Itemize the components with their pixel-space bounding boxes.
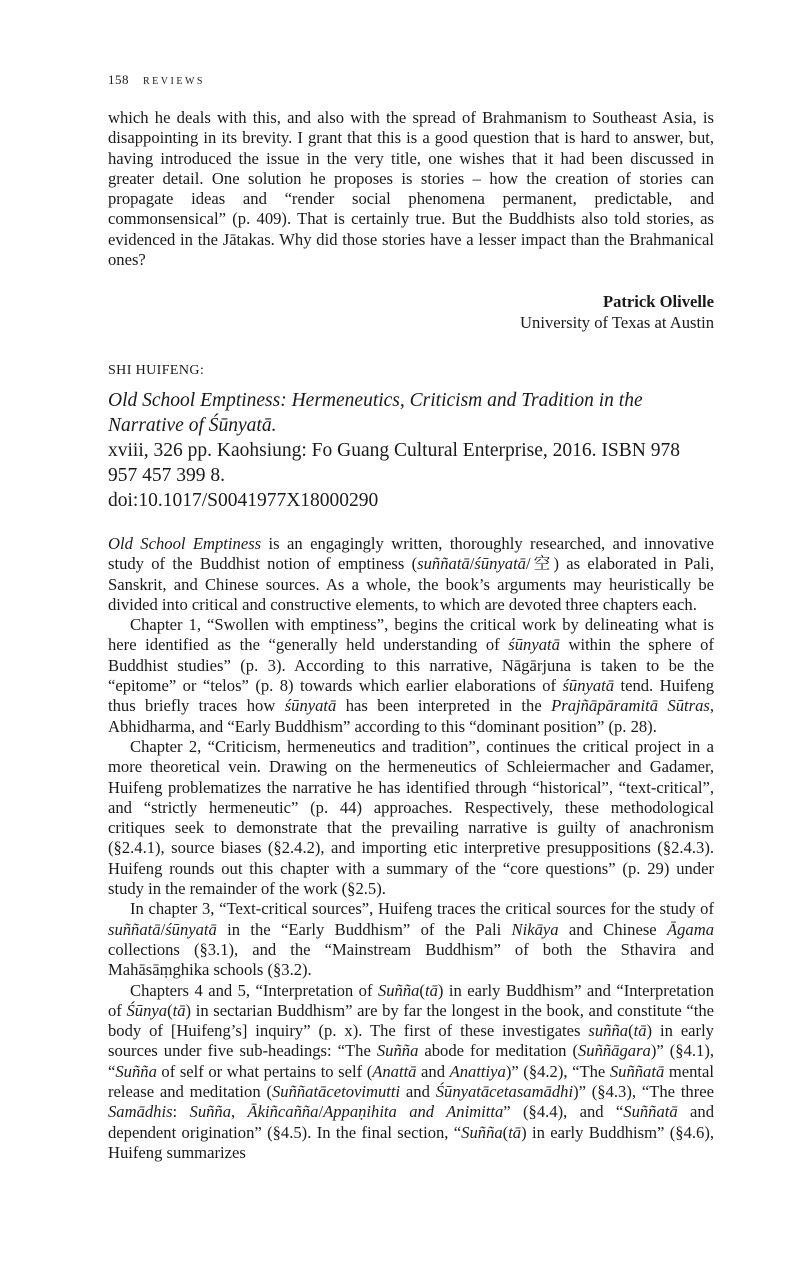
body-paragraph-4: In chapter 3, “Text-critical sources”, Huifeng traces the critical sources for the study of suññatā/śūnyatā in the “Early Buddhism” of the Pali Nikāya and Chinese Āgama collections (§3.1), and the “Mainstream Buddhism” of both the Sthavira and Mahāsāṃghika schools (§3.2). — [108, 899, 715, 980]
section-label: REVIEWS — [143, 76, 205, 87]
book-title — [108, 388, 714, 438]
reviewer-name: Patrick Olivelle — [602, 292, 714, 311]
review-heading — [108, 363, 714, 513]
reviewer-affiliation: University of Texas at Austin — [520, 313, 714, 332]
book-author: SHI HUIFENG: — [108, 363, 205, 378]
previous-review-closing-paragraph: which he deals with this, and also with the spread of Brahmanism to Southeast Asia, is disappointing in its brevity. I grant that this is a good question that is hard to answer, but, having introduced the issue in the very title, one wishes that it had been discussed in greater detail. One solution he proposes is stories – how the creation of stories can propagate ideas and “render social phenomena permanent, predictable, and commonsensical” (p. 409). That is certainly true. But the Buddhists also told stories, as evidenced in the Jātakas. Why did those stories have a lesser impact than the Brahmanical ones? — [108, 108, 714, 270]
book-title-line-2: Narrative of Śūnyatā. — [108, 415, 277, 436]
body-paragraph-2: Chapter 1, “Swollen with emptiness”, begins the critical work by delineating what is here identified as the “generally held understanding of śūnyatā within the sphere of Buddhist studies” (p. 3). According to this narrative, Nāgārjuna is taken to be the “epitome” or “telos” (p. 8) towards which earlier elaborations of śūnyatā tend. Huifeng thus briefly traces how śūnyatā has been interpreted in the Prajñāpāramitā Sūtras, Abhidharma, and “Early Buddhism” according to this “dominant position” (p. 28). — [108, 615, 714, 736]
running-head — [108, 72, 205, 88]
book-title-line-1: Old School Emptiness: Hermeneutics, Criticism and Tradition in the — [108, 390, 643, 411]
review-body — [108, 534, 714, 1163]
reviewer-signature — [108, 291, 714, 333]
doi: doi:10.1017/S0041977X18000290 — [108, 490, 379, 511]
body-paragraph-1: Old School Emptiness is an engagingly written, thoroughly researched, and innovative study of the Buddhist notion of emptiness (suññatā/śūnyatā/空) as elaborated in Pali, Sanskrit, and Chinese sources. As a whole, the book’s arguments may heuristically be divided into critical and constructive elements, to which are devoted three chapters each. — [108, 534, 714, 614]
page-number: 158 — [108, 72, 129, 87]
publication-details: xviii, 326 pp. Kaohsiung: Fo Guang Cultural Enterprise, 2016. ISBN 978 957 457 399 8. — [108, 440, 680, 486]
body-paragraph-5: Chapters 4 and 5, “Interpretation of Suñña(tā) in early Buddhism” and “Interpretation of Śūnya(tā) in sectarian Buddhism” are by far the longest in the book, and constitute “the body of [Huifeng’s] inquiry” (p. x). The first of these investigates suñña(tā) in early sources under five sub-headings: “The Suñña abode for meditation (Suññāgara)” (§4.1), “Suñña of self or what pertains to self (Anattā and Anattiya)” (§4.2), “The Suññatā mental release and meditation (Suññatācetovimutti and Śūnyatācetasamādhi)” (§4.3), “The three Samādhis: Suñña, Ākiñcañña/Appaṇihita and Animitta” (§4.4), and “Suññatā and dependent origination” (§4.5). In the final section, “Suñña(tā) in early Buddhism” (§4.6), Huifeng summarizes — [108, 980, 714, 1162]
body-paragraph-3: Chapter 2, “Criticism, hermeneutics and tradition”, continues the critical project in a more theoretical vein. Drawing on the hermeneutics of Schleiermacher and Gadamer, Huifeng problematizes the narrative he has identified through “historical”, “text-critical”, and “strictly hermeneutic” (p. 44) approaches. Respectively, these methodological critiques seek to demonstrate that the prevailing narrative is guilty of anachronism (§2.4.1), source biases (§2.4.2), and importing etic interpretive presuppositions (§2.4.3). Huifeng rounds out this chapter with a summary of the “core questions” (p. 29) under study in the remainder of the work (§2.5). — [108, 736, 714, 899]
